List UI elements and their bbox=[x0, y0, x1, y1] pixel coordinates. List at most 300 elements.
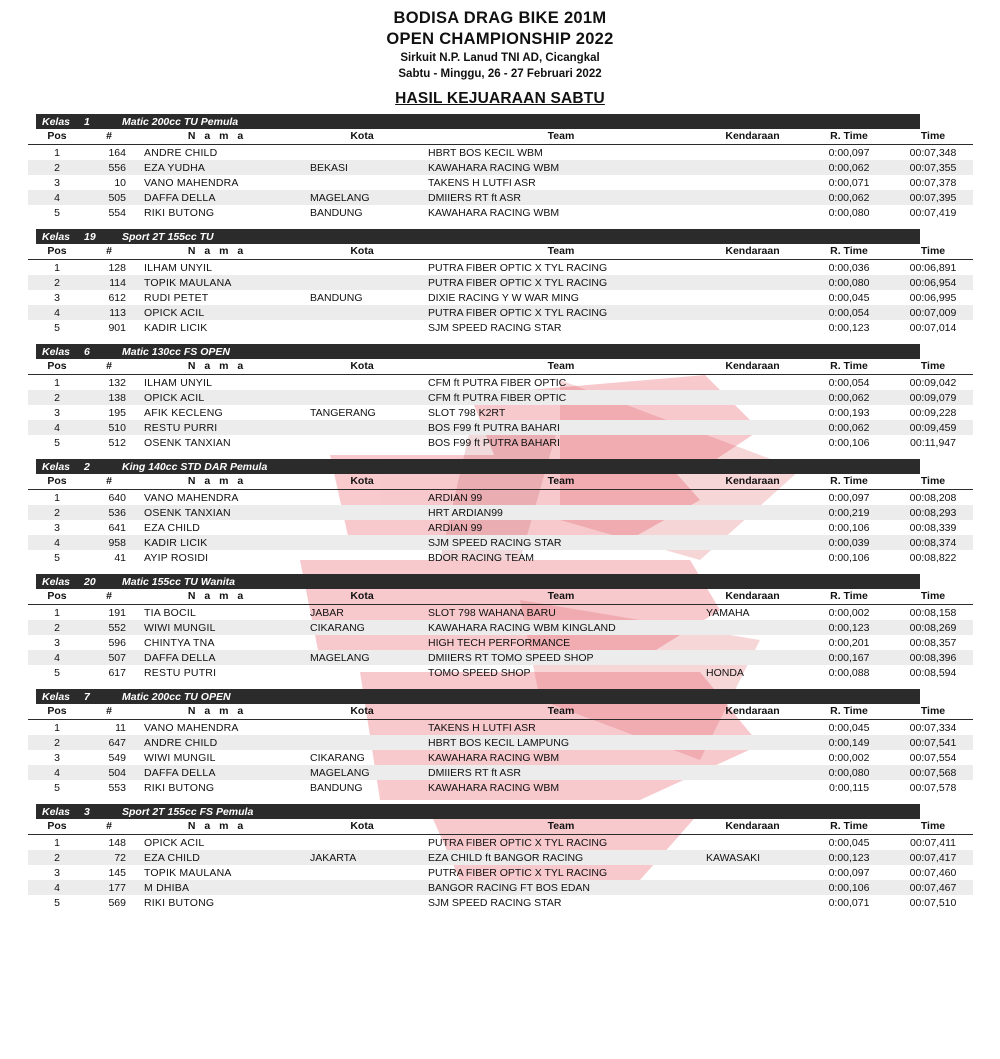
cell-time: 00:07,467 bbox=[893, 880, 973, 895]
cell-nama: RIKI BUTONG bbox=[144, 781, 215, 794]
table-row bbox=[28, 780, 973, 795]
cell-pos: 4 bbox=[28, 535, 86, 550]
cell-time: 00:07,541 bbox=[893, 735, 973, 750]
cell-num: 195 bbox=[108, 406, 126, 419]
cell-kota: MAGELANG bbox=[302, 190, 422, 205]
class-header-bar bbox=[36, 574, 920, 589]
cell-pos: 1 bbox=[54, 606, 60, 619]
cell-kendaraan bbox=[700, 735, 805, 750]
cell-time: 00:07,568 bbox=[893, 765, 973, 780]
cell-kota bbox=[302, 505, 422, 520]
table-row bbox=[28, 605, 973, 621]
cell-rtime: 0:00,062 bbox=[805, 390, 893, 405]
results-table bbox=[28, 474, 973, 565]
cell-kendaraan bbox=[700, 620, 805, 635]
cell-rtime: 0:00,080 bbox=[805, 275, 893, 290]
cell-nama: WIWI MUNGIL bbox=[144, 751, 216, 764]
column-header-num: # bbox=[86, 474, 132, 490]
cell-nama: KADIR LICIK bbox=[144, 321, 208, 334]
cell-num: 507 bbox=[86, 650, 132, 665]
class-number: 6 bbox=[84, 345, 90, 358]
class-number: 1 bbox=[84, 115, 90, 128]
cell-time: 00:07,554 bbox=[909, 751, 957, 764]
column-header-kendaraan: Kendaraan bbox=[700, 589, 805, 605]
cell-team: DMIIERS RT ft ASR bbox=[422, 765, 700, 780]
cell-num: 128 bbox=[108, 261, 126, 274]
table-row bbox=[28, 620, 973, 635]
cell-kendaraan bbox=[700, 835, 805, 851]
table-header-row bbox=[28, 819, 973, 835]
table-row bbox=[28, 650, 973, 665]
cell-time: 00:07,014 bbox=[909, 321, 957, 334]
column-header-team: Team bbox=[422, 359, 700, 375]
cell-nama: AFIK KECLENG bbox=[144, 406, 223, 419]
cell-kendaraan bbox=[700, 175, 805, 190]
cell-pos: 2 bbox=[28, 620, 86, 635]
results-table bbox=[28, 704, 973, 795]
cell-num: 958 bbox=[86, 535, 132, 550]
cell-time: 00:06,891 bbox=[909, 261, 957, 274]
table-row bbox=[28, 375, 973, 391]
cell-pos: 3 bbox=[54, 866, 60, 879]
cell-nama: RESTU PURRI bbox=[132, 420, 302, 435]
cell-kendaraan bbox=[700, 635, 805, 650]
cell-num: 177 bbox=[86, 880, 132, 895]
cell-nama: ANDRE CHILD bbox=[144, 146, 218, 159]
results-table bbox=[28, 244, 973, 335]
cell-num: 504 bbox=[86, 765, 132, 780]
class-block bbox=[28, 804, 972, 910]
document-header bbox=[28, 8, 972, 108]
cell-nama: WIWI MUNGIL bbox=[132, 620, 302, 635]
cell-rtime: 0:00,080 bbox=[805, 765, 893, 780]
cell-rtime: 0:00,097 bbox=[828, 146, 870, 159]
cell-pos: 4 bbox=[28, 880, 86, 895]
cell-time: 00:07,334 bbox=[909, 721, 957, 734]
column-header-time: Time bbox=[893, 704, 973, 720]
column-header-team: Team bbox=[422, 129, 700, 145]
column-header-team: Team bbox=[422, 244, 700, 260]
cell-pos: 5 bbox=[54, 321, 60, 334]
column-header-time: Time bbox=[893, 589, 973, 605]
cell-kendaraan bbox=[700, 290, 805, 305]
cell-time: 00:09,042 bbox=[909, 376, 957, 389]
column-header-pos: Pos bbox=[28, 589, 86, 605]
cell-rtime: 0:00,115 bbox=[828, 781, 870, 794]
column-header-kota: Kota bbox=[302, 474, 422, 490]
cell-time: 00:08,208 bbox=[909, 491, 957, 504]
cell-num: 148 bbox=[108, 836, 126, 849]
cell-kota bbox=[302, 435, 422, 450]
results-table bbox=[28, 359, 973, 450]
cell-rtime: 0:00,045 bbox=[828, 721, 870, 734]
column-header-nama: N a m a bbox=[132, 704, 302, 720]
table-row bbox=[28, 205, 973, 220]
cell-rtime: 0:00,071 bbox=[828, 896, 870, 909]
cell-rtime: 0:00,167 bbox=[805, 650, 893, 665]
cell-kota bbox=[302, 835, 422, 851]
cell-nama: TOPIK MAULANA bbox=[132, 275, 302, 290]
column-header-kota: Kota bbox=[302, 244, 422, 260]
cell-kota bbox=[302, 520, 422, 535]
cell-team: BDOR RACING TEAM bbox=[428, 551, 534, 564]
class-blocks-container bbox=[28, 114, 972, 910]
cell-kota: MAGELANG bbox=[302, 650, 422, 665]
table-row bbox=[28, 320, 973, 335]
table-row bbox=[28, 490, 973, 506]
table-row bbox=[28, 665, 973, 680]
cell-time: 00:08,594 bbox=[909, 666, 957, 679]
cell-nama: OSENK TANXIAN bbox=[144, 436, 231, 449]
cell-kota bbox=[302, 535, 422, 550]
column-header-pos: Pos bbox=[28, 129, 86, 145]
column-header-kendaraan: Kendaraan bbox=[700, 129, 805, 145]
column-header-nama: N a m a bbox=[132, 589, 302, 605]
column-header-rtime: R. Time bbox=[805, 589, 893, 605]
cell-pos: 4 bbox=[28, 650, 86, 665]
cell-kota bbox=[302, 880, 422, 895]
cell-num: 114 bbox=[86, 275, 132, 290]
cell-nama: DAFFA DELLA bbox=[132, 650, 302, 665]
cell-pos: 3 bbox=[54, 636, 60, 649]
table-row bbox=[28, 735, 973, 750]
cell-team: HIGH TECH PERFORMANCE bbox=[428, 636, 571, 649]
cell-pos: 1 bbox=[54, 491, 60, 504]
cell-team: PUTRA FIBER OPTIC X TYL RACING bbox=[428, 836, 608, 849]
cell-pos: 5 bbox=[54, 551, 60, 564]
cell-team: HBRT BOS KECIL WBM bbox=[428, 146, 543, 159]
cell-rtime: 0:00,123 bbox=[805, 850, 893, 865]
cell-rtime: 0:00,106 bbox=[828, 551, 870, 564]
cell-time: 00:07,510 bbox=[909, 896, 957, 909]
cell-team: PUTRA FIBER OPTIC X TYL RACING bbox=[428, 261, 608, 274]
column-header-time: Time bbox=[893, 474, 973, 490]
class-name: Sport 2T 155cc TU bbox=[122, 230, 214, 243]
cell-num: 145 bbox=[108, 866, 126, 879]
cell-nama: M DHIBA bbox=[132, 880, 302, 895]
cell-rtime: 0:00,062 bbox=[805, 160, 893, 175]
table-row bbox=[28, 175, 973, 190]
page-title: HASIL KEJUARAAN SABTU bbox=[395, 90, 605, 108]
cell-pos: 3 bbox=[54, 751, 60, 764]
cell-pos: 3 bbox=[54, 406, 60, 419]
cell-rtime: 0:00,062 bbox=[805, 420, 893, 435]
class-name: Matic 200cc TU OPEN bbox=[122, 690, 231, 703]
cell-kendaraan bbox=[700, 190, 805, 205]
cell-nama: OSENK TANXIAN bbox=[132, 505, 302, 520]
cell-kendaraan bbox=[700, 750, 805, 765]
cell-pos: 2 bbox=[28, 505, 86, 520]
cell-kendaraan bbox=[700, 720, 805, 736]
cell-kendaraan bbox=[700, 275, 805, 290]
column-header-kota: Kota bbox=[302, 819, 422, 835]
cell-kendaraan bbox=[700, 490, 805, 506]
cell-time: 00:08,357 bbox=[909, 636, 957, 649]
column-header-rtime: R. Time bbox=[805, 129, 893, 145]
cell-rtime: 0:00,106 bbox=[805, 880, 893, 895]
column-header-team: Team bbox=[422, 704, 700, 720]
cell-time: 00:08,269 bbox=[893, 620, 973, 635]
table-row bbox=[28, 520, 973, 535]
cell-num: 596 bbox=[108, 636, 126, 649]
cell-num: 549 bbox=[108, 751, 126, 764]
cell-time: 00:09,079 bbox=[893, 390, 973, 405]
cell-kendaraan bbox=[700, 320, 805, 335]
cell-kota bbox=[302, 490, 422, 506]
cell-pos: 1 bbox=[54, 376, 60, 389]
cell-nama: KADIR LICIK bbox=[132, 535, 302, 550]
event-date: Sabtu - Minggu, 26 - 27 Februari 2022 bbox=[398, 67, 602, 80]
column-header-nama: N a m a bbox=[132, 129, 302, 145]
cell-rtime: 0:00,106 bbox=[828, 436, 870, 449]
column-header-team: Team bbox=[422, 474, 700, 490]
class-name: Matic 155cc TU Wanita bbox=[122, 575, 236, 588]
cell-kota bbox=[302, 865, 422, 880]
cell-kota: BANDUNG bbox=[310, 206, 363, 219]
cell-rtime: 0:00,039 bbox=[805, 535, 893, 550]
cell-time: 00:07,460 bbox=[909, 866, 957, 879]
cell-nama: ILHAM UNYIL bbox=[144, 261, 213, 274]
cell-time: 00:07,348 bbox=[909, 146, 957, 159]
cell-kota bbox=[302, 260, 422, 276]
cell-rtime: 0:00,071 bbox=[828, 176, 870, 189]
cell-kota: BANDUNG bbox=[310, 781, 363, 794]
cell-kota: MAGELANG bbox=[302, 765, 422, 780]
cell-kendaraan bbox=[700, 865, 805, 880]
cell-time: 00:07,395 bbox=[893, 190, 973, 205]
cell-time: 00:09,459 bbox=[893, 420, 973, 435]
cell-pos: 5 bbox=[54, 206, 60, 219]
cell-time: 00:08,339 bbox=[909, 521, 957, 534]
class-label: Kelas bbox=[42, 460, 71, 473]
cell-num: 554 bbox=[108, 206, 126, 219]
cell-nama: OPICK ACIL bbox=[132, 390, 302, 405]
cell-nama: RIKI BUTONG bbox=[144, 896, 215, 909]
cell-time: 00:08,374 bbox=[893, 535, 973, 550]
cell-rtime: 0:00,193 bbox=[828, 406, 870, 419]
cell-team: KAWAHARA RACING WBM bbox=[428, 206, 560, 219]
cell-nama: RESTU PUTRI bbox=[144, 666, 217, 679]
column-header-time: Time bbox=[893, 129, 973, 145]
cell-num: 132 bbox=[108, 376, 126, 389]
cell-kendaraan bbox=[700, 420, 805, 435]
table-row bbox=[28, 420, 973, 435]
table-header-row bbox=[28, 129, 973, 145]
cell-kendaraan bbox=[700, 780, 805, 795]
column-header-num: # bbox=[86, 589, 132, 605]
table-header-row bbox=[28, 474, 973, 490]
cell-time: 00:07,578 bbox=[909, 781, 957, 794]
cell-rtime: 0:00,219 bbox=[805, 505, 893, 520]
table-row bbox=[28, 850, 973, 865]
cell-nama: VANO MAHENDRA bbox=[144, 491, 239, 504]
class-number: 2 bbox=[84, 460, 90, 473]
class-block bbox=[28, 114, 972, 220]
results-table bbox=[28, 589, 973, 680]
table-row bbox=[28, 635, 973, 650]
column-header-rtime: R. Time bbox=[805, 819, 893, 835]
cell-kendaraan bbox=[700, 550, 805, 565]
cell-nama: OPICK ACIL bbox=[132, 305, 302, 320]
cell-kendaraan: KAWASAKI bbox=[700, 850, 805, 865]
cell-kota: BANDUNG bbox=[310, 291, 363, 304]
cell-team: KAWAHARA RACING WBM KINGLAND bbox=[422, 620, 700, 635]
cell-kendaraan bbox=[700, 390, 805, 405]
cell-rtime: 0:00,080 bbox=[828, 206, 870, 219]
cell-rtime: 0:00,045 bbox=[828, 836, 870, 849]
cell-nama: DAFFA DELLA bbox=[132, 190, 302, 205]
class-label: Kelas bbox=[42, 805, 71, 818]
event-title-line-1: BODISA DRAG BIKE 201M bbox=[393, 9, 607, 27]
cell-kendaraan bbox=[700, 535, 805, 550]
class-label: Kelas bbox=[42, 575, 71, 588]
class-header-bar bbox=[36, 229, 920, 244]
cell-team: PUTRA FIBER OPTIC X TYL RACING bbox=[422, 305, 700, 320]
table-header-row bbox=[28, 589, 973, 605]
cell-rtime: 0:00,097 bbox=[828, 491, 870, 504]
cell-pos: 5 bbox=[54, 781, 60, 794]
cell-kendaraan bbox=[700, 160, 805, 175]
cell-team: CFM ft PUTRA FIBER OPTIC bbox=[422, 390, 700, 405]
cell-kendaraan bbox=[700, 765, 805, 780]
column-header-kendaraan: Kendaraan bbox=[700, 819, 805, 835]
class-block bbox=[28, 459, 972, 565]
cell-rtime: 0:00,149 bbox=[805, 735, 893, 750]
cell-pos: 5 bbox=[54, 896, 60, 909]
cell-nama: ANDRE CHILD bbox=[132, 735, 302, 750]
cell-team: KAWAHARA RACING WBM bbox=[428, 781, 560, 794]
cell-kota bbox=[302, 375, 422, 391]
cell-team: KAWAHARA RACING WBM bbox=[422, 160, 700, 175]
class-number: 19 bbox=[84, 230, 96, 243]
table-row bbox=[28, 865, 973, 880]
cell-kendaraan bbox=[700, 505, 805, 520]
cell-kota bbox=[302, 175, 422, 190]
cell-num: 164 bbox=[108, 146, 126, 159]
class-name: Matic 130cc FS OPEN bbox=[122, 345, 230, 358]
column-header-kota: Kota bbox=[302, 359, 422, 375]
cell-nama: RIKI BUTONG bbox=[144, 206, 215, 219]
table-row bbox=[28, 835, 973, 851]
cell-pos: 2 bbox=[28, 390, 86, 405]
cell-time: 00:07,417 bbox=[893, 850, 973, 865]
class-number: 3 bbox=[84, 805, 90, 818]
cell-team: PUTRA FIBER OPTIC X TYL RACING bbox=[428, 866, 608, 879]
cell-num: 556 bbox=[86, 160, 132, 175]
cell-kendaraan bbox=[700, 205, 805, 220]
column-header-rtime: R. Time bbox=[805, 704, 893, 720]
class-label: Kelas bbox=[42, 345, 71, 358]
cell-num: 640 bbox=[108, 491, 126, 504]
table-row bbox=[28, 895, 973, 910]
cell-num: 569 bbox=[108, 896, 126, 909]
column-header-team: Team bbox=[422, 819, 700, 835]
column-header-pos: Pos bbox=[28, 244, 86, 260]
cell-pos: 4 bbox=[28, 190, 86, 205]
column-header-nama: N a m a bbox=[132, 359, 302, 375]
cell-num: 41 bbox=[114, 551, 126, 564]
column-header-num: # bbox=[86, 129, 132, 145]
cell-kota: TANGERANG bbox=[310, 406, 376, 419]
class-header-bar bbox=[36, 459, 920, 474]
column-header-time: Time bbox=[893, 819, 973, 835]
cell-kota bbox=[302, 320, 422, 335]
cell-num: 138 bbox=[86, 390, 132, 405]
cell-nama: RUDI PETET bbox=[144, 291, 209, 304]
cell-team: TAKENS H LUTFI ASR bbox=[428, 176, 536, 189]
results-table bbox=[28, 129, 973, 220]
table-row bbox=[28, 405, 973, 420]
column-header-num: # bbox=[86, 819, 132, 835]
column-header-nama: N a m a bbox=[132, 244, 302, 260]
cell-rtime: 0:00,045 bbox=[828, 291, 870, 304]
cell-num: 113 bbox=[86, 305, 132, 320]
class-name: Sport 2T 155cc FS Pemula bbox=[122, 805, 254, 818]
table-row bbox=[28, 505, 973, 520]
cell-team: SJM SPEED RACING STAR bbox=[428, 321, 562, 334]
column-header-rtime: R. Time bbox=[805, 244, 893, 260]
cell-team: TOMO SPEED SHOP bbox=[428, 666, 531, 679]
class-block bbox=[28, 229, 972, 335]
cell-pos: 1 bbox=[54, 836, 60, 849]
cell-team: HRT ARDIAN99 bbox=[422, 505, 700, 520]
cell-pos: 4 bbox=[28, 765, 86, 780]
cell-num: 612 bbox=[108, 291, 126, 304]
column-header-nama: N a m a bbox=[132, 819, 302, 835]
cell-pos: 2 bbox=[28, 735, 86, 750]
cell-kota bbox=[302, 550, 422, 565]
table-row bbox=[28, 720, 973, 736]
class-label: Kelas bbox=[42, 230, 71, 243]
cell-num: 505 bbox=[86, 190, 132, 205]
cell-team: ARDIAN 99 bbox=[428, 521, 483, 534]
cell-team: TAKENS H LUTFI ASR bbox=[428, 721, 536, 734]
cell-team: PUTRA FIBER OPTIC X TYL RACING bbox=[422, 275, 700, 290]
cell-nama: TIA BOCIL bbox=[144, 606, 196, 619]
cell-team: EZA CHILD ft BANGOR RACING bbox=[422, 850, 700, 865]
cell-team: BOS F99 ft PUTRA BAHARI bbox=[428, 436, 560, 449]
table-header-row bbox=[28, 359, 973, 375]
column-header-kendaraan: Kendaraan bbox=[700, 244, 805, 260]
column-header-pos: Pos bbox=[28, 819, 86, 835]
column-header-kota: Kota bbox=[302, 589, 422, 605]
class-block bbox=[28, 344, 972, 450]
cell-num: 552 bbox=[86, 620, 132, 635]
cell-num: 191 bbox=[108, 606, 126, 619]
cell-kota: CIKARANG bbox=[310, 751, 365, 764]
table-row bbox=[28, 260, 973, 276]
cell-time: 00:08,293 bbox=[893, 505, 973, 520]
table-header-row bbox=[28, 704, 973, 720]
table-header-row bbox=[28, 244, 973, 260]
cell-kota bbox=[302, 390, 422, 405]
cell-pos: 2 bbox=[28, 275, 86, 290]
cell-kota bbox=[302, 305, 422, 320]
cell-time: 00:06,995 bbox=[909, 291, 957, 304]
cell-kendaraan bbox=[700, 375, 805, 391]
cell-num: 641 bbox=[108, 521, 126, 534]
cell-nama: OPICK ACIL bbox=[144, 836, 205, 849]
class-header-bar bbox=[36, 689, 920, 704]
cell-num: 901 bbox=[108, 321, 126, 334]
column-header-rtime: R. Time bbox=[805, 359, 893, 375]
cell-kota: JABAR bbox=[310, 606, 344, 619]
cell-kendaraan bbox=[700, 405, 805, 420]
cell-nama: DAFFA DELLA bbox=[132, 765, 302, 780]
cell-pos: 1 bbox=[54, 261, 60, 274]
cell-team: DMIIERS RT ft ASR bbox=[422, 190, 700, 205]
class-number: 7 bbox=[84, 690, 90, 703]
